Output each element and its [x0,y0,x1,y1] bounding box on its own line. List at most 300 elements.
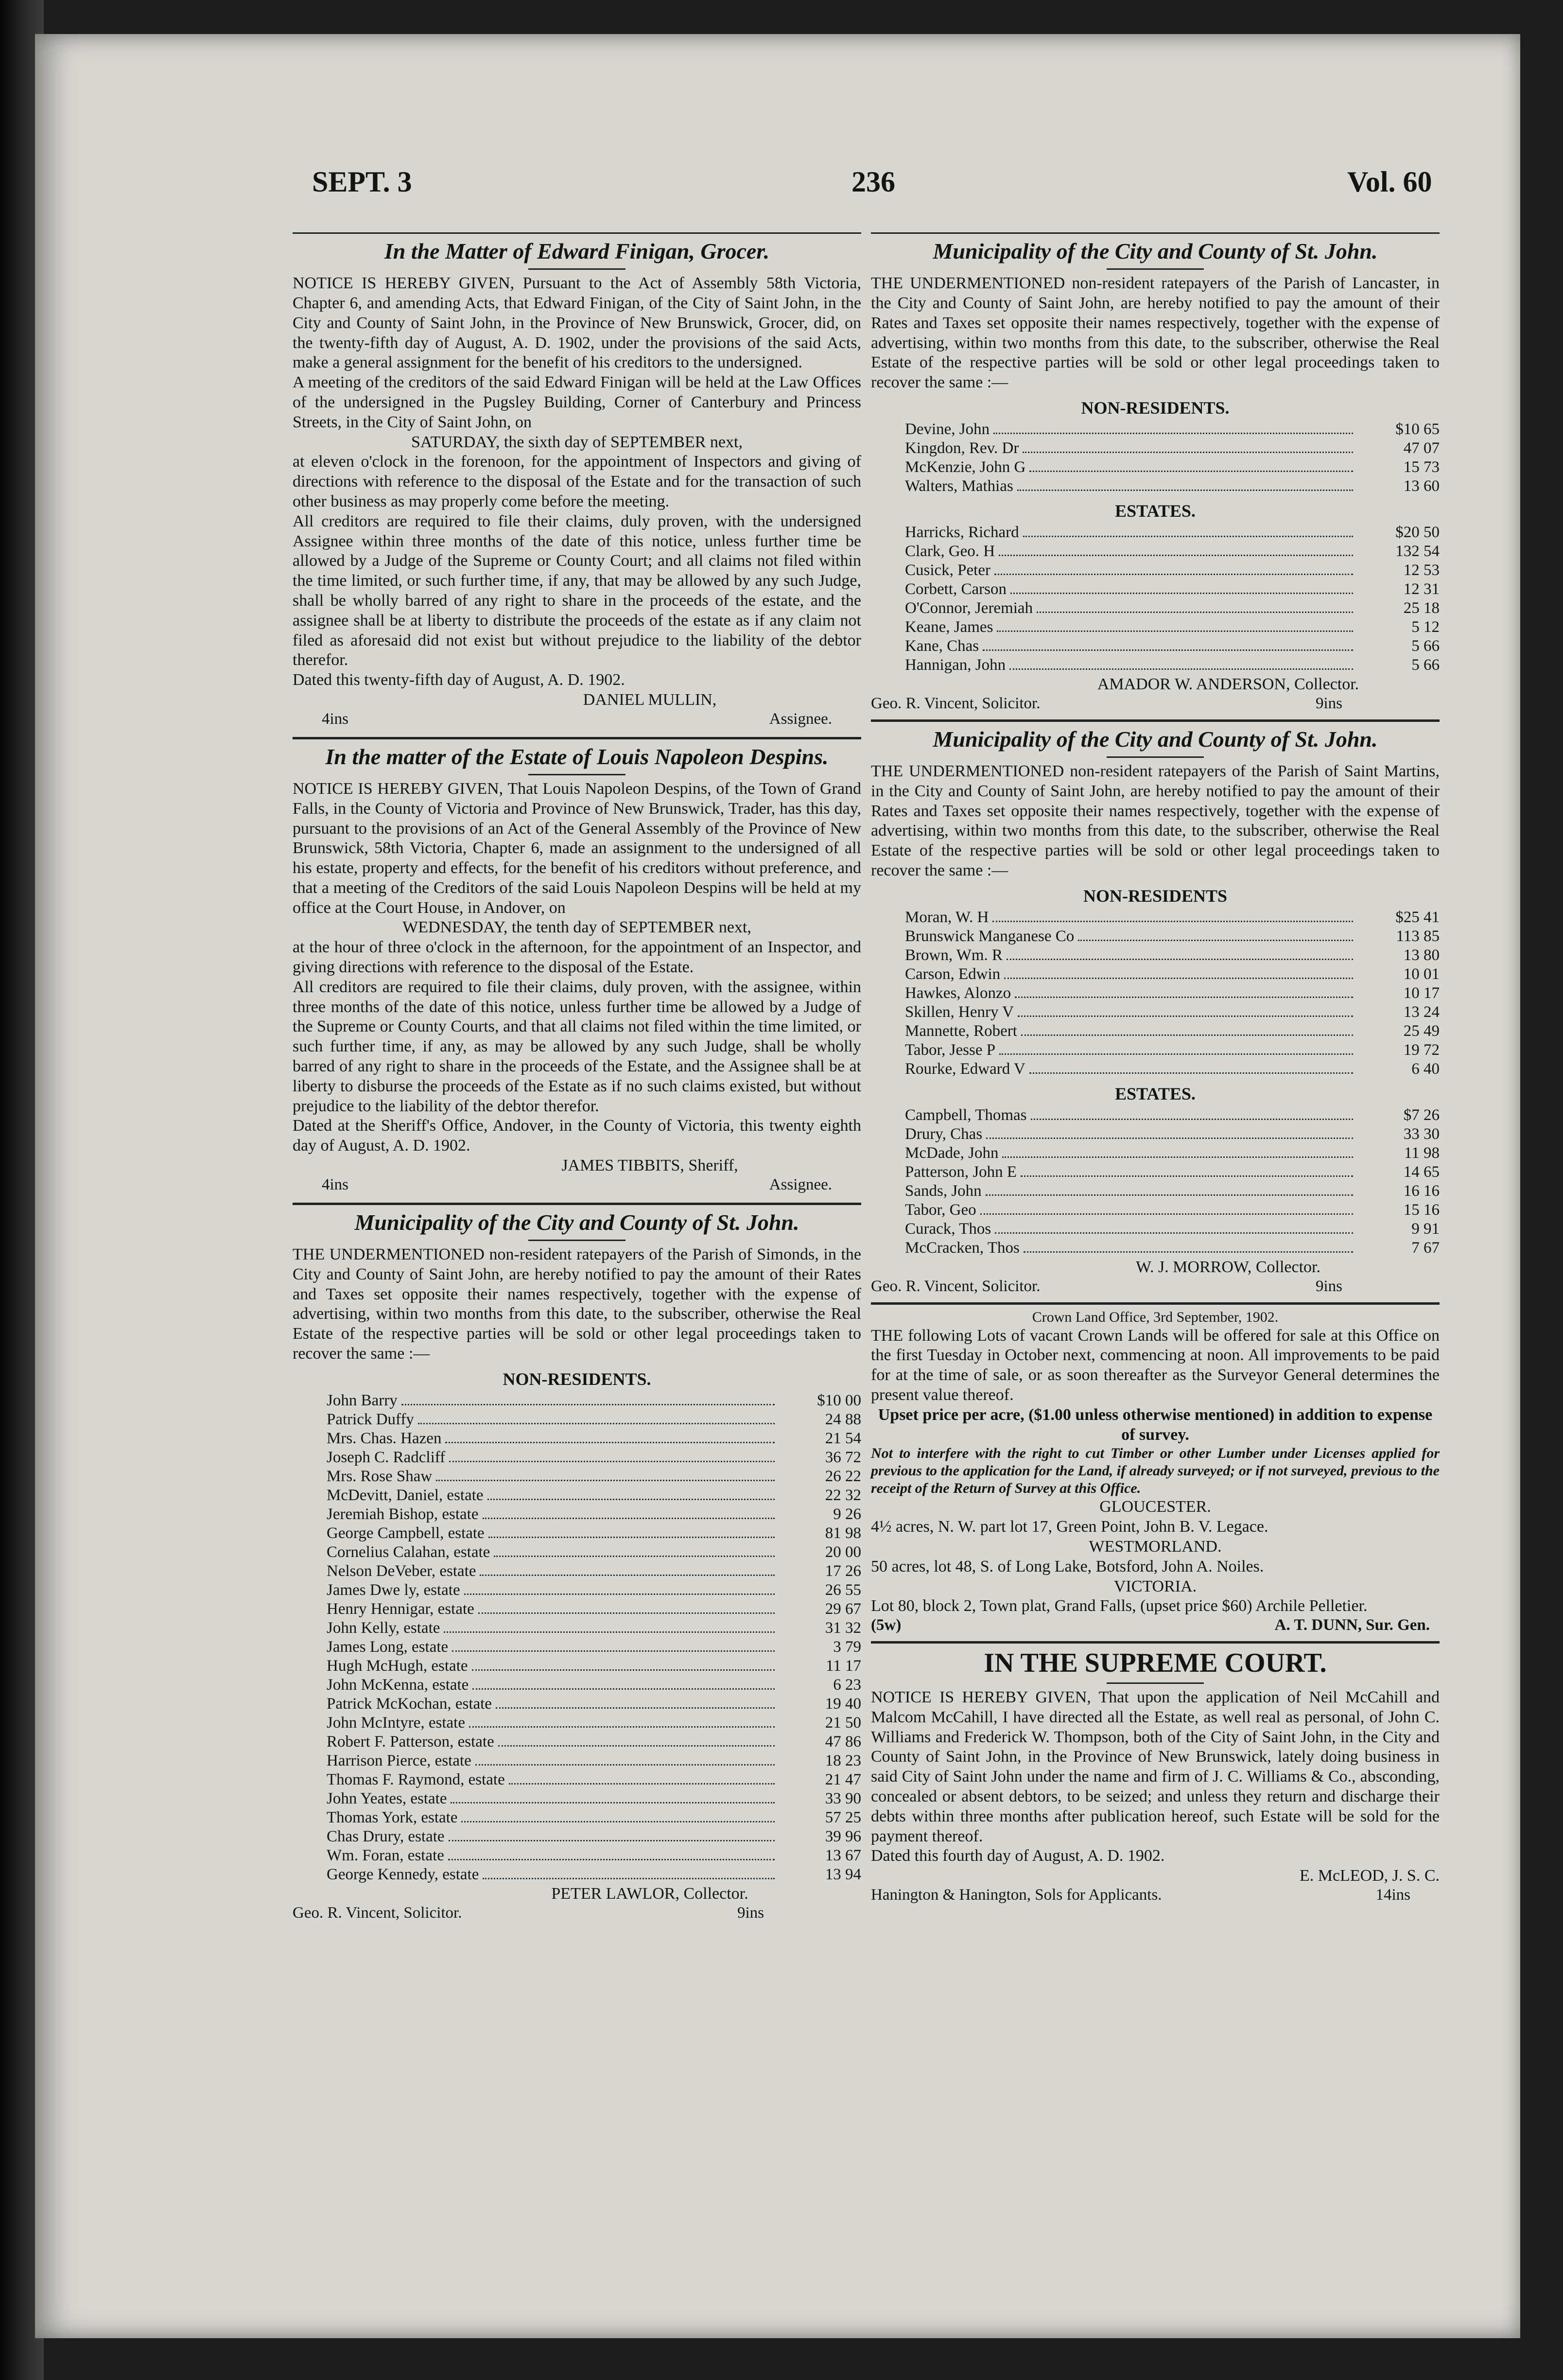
simonds-heading: NON-RESIDENTS. [503,1369,651,1389]
list-item [327,1808,861,1827]
list-item-name: Campbell, Thomas [905,1106,1027,1124]
list-item-amount: 47 07 [1403,439,1440,457]
list-item [905,637,1440,656]
list-item-name: Keane, James [905,618,993,636]
finigan-para-2: A meeting of the creditors of the said Edward Finigan will be held at the Law Offices of the undersigned in the Pugsley Building, Corner of Canterbury and Princess Streets, in the City of Saint John, on [293,373,861,431]
list-item-name: Harrison Pierce, estate [327,1751,471,1769]
finigan-dated: Dated this twenty-fifth day of August, A. D. 1902. [293,671,625,689]
list-item-amount: $10 00 [817,1391,861,1409]
list-item-amount: 6 23 [833,1676,861,1694]
list-item-name: John Yeates, estate [327,1789,447,1807]
list-item-amount: 16 16 [1403,1182,1440,1200]
stmartins-title: Municipality of the City and County of St. John. [933,726,1378,752]
list-item-amount: 21 54 [825,1429,861,1447]
finigan-meeting: SATURDAY, the sixth day of SEPTEMBER next, [411,433,743,451]
dotted-leader [986,1125,1353,1139]
simonds-intro: THE UNDERMENTIONED non-resident ratepayers of the Parish of Simonds, in the City and County of Saint John, are hereby notified to pay the amount of their Rates and Taxes set opposite their names respectively, together with the expense of advertising, within two months from this date, to the subscriber, otherwise the Real Estate of the respective parties will be sold or other legal proceedings taken to recover the same :— [293,1245,861,1363]
crownland-dateline: Crown Land Office, 3rd September, 1902. [1032,1309,1279,1325]
dotted-leader [1078,927,1353,941]
list-item-amount: 5 66 [1411,637,1440,655]
crownland-lot-2: 50 acres, lot 48, S. of Long Lake, Botsford, John A. Noiles. [871,1557,1264,1575]
crownland-lot-3: Lot 80, block 2, Town plat, Grand Falls, (upset price $60) Archile Pelletier. [871,1597,1368,1615]
list-item [905,420,1440,439]
list-item-amount: 11 17 [825,1657,861,1675]
lancaster-collector: AMADOR W. ANDERSON, Collector. [1097,675,1359,693]
dotted-leader [1023,523,1353,537]
stmartins-list-estates [871,1106,1440,1258]
list-item [327,1789,861,1808]
list-item-amount: 9 26 [833,1505,861,1523]
finigan-role: Assignee. [769,710,832,728]
despins-para-1: NOTICE IS HEREBY GIVEN, That Louis Napoleon Despins, of the Town of Grand Falls, in the County of Victoria and Province of New Brunswick, Trader, has this day, pursuant to the provisions of an Act of the General Assembly of the Province of New Brunswick, 58th Victoria, Chapter 6, made an assignment to the undersigned of all his estate, property and effects, for the benefit of his creditors without preference, and that a meeting of the Creditors of the said Louis Napoleon Despins will be held at my office at the Court House, in Andover, on [293,779,861,917]
list-item-name: Patterson, John E [905,1163,1017,1181]
divider [1107,756,1204,758]
list-item-amount: 19 40 [825,1695,861,1713]
divider [293,737,861,739]
divider [1107,268,1204,270]
list-item [327,1751,861,1770]
lancaster-heading-estates: ESTATES. [1115,501,1196,521]
dotted-leader [483,1505,775,1519]
dotted-leader [1009,656,1353,670]
list-item-name: Rourke, Edward V [905,1060,1025,1078]
list-item [327,1619,861,1638]
dotted-leader [986,1182,1353,1196]
finigan-signer: DANIEL MULLIN, [583,690,717,709]
dotted-leader [401,1391,775,1405]
list-item [327,1524,861,1543]
list-item-amount: 12 53 [1403,561,1440,579]
list-item-amount: 132 54 [1395,542,1440,560]
supreme-footer [871,1886,1440,1904]
list-item-name: Hawkes, Alonzo [905,984,1011,1002]
divider [871,232,1440,234]
list-item-amount: 12 31 [1403,580,1440,598]
dotted-leader [444,1619,775,1633]
list-item-amount: 81 98 [825,1524,861,1542]
list-item-amount: $10 65 [1395,420,1440,438]
list-item-amount: 29 67 [825,1600,861,1618]
lancaster-title: Municipality of the City and County of St. John. [933,239,1378,263]
list-item-name: John Barry [327,1391,398,1409]
list-item-name: Skillen, Henry V [905,1003,1014,1021]
simonds-title: Municipality of the City and County of St. John. [354,1209,799,1235]
despins-dated: Dated at the Sheriff's Office, Andover, in the County of Victoria, this twenty eighth day of August, A. D. 1902. [293,1117,861,1155]
supreme-sols: Hanington & Hanington, Sols for Applicants. [871,1886,1162,1904]
finigan-title: In the Matter of Edward Finigan, Grocer. [384,239,770,263]
list-item-amount: 13 94 [825,1865,861,1883]
stmartins-collector: W. J. MORROW, Collector. [1135,1258,1320,1276]
list-item-name: Robert F. Patterson, estate [327,1732,494,1750]
list-item-name: Corbett, Carson [905,580,1007,598]
lancaster-intro: THE UNDERMENTIONED non-resident ratepayers of the Parish of Lancaster, in the City and County of Saint John, are hereby notified to pay the amount of their Rates and Taxes set opposite their names respectively, together with the expense of advertising, within two months from this date, to the subscriber, otherwise the Real Estate of the respective parties will be sold or other legal proceedings taken to recover the same :— [871,274,1440,392]
crownland-county-2: WESTMORLAND. [1089,1537,1222,1556]
simonds-ins: 9ins [737,1904,764,1922]
finigan-para-1: NOTICE IS HEREBY GIVEN, Pursuant to the Act of Assembly 58th Victoria, Chapter 6, and amending Acts, that Edward Finigan, of the City of Saint John, in the City and County of Saint John, in the Province of New Brunswick, Grocer, did, on the twenty-fifth day of August, A. D. 1902, under the provisions of the said Acts, make a general assignment for the benefit of his creditors to the undersigned. [293,274,861,372]
list-item-name: Tabor, Jesse P [905,1041,996,1059]
list-item [905,1201,1440,1220]
list-item-name: Hugh McHugh, estate [327,1657,468,1675]
list-item [905,965,1440,984]
divider [293,1203,861,1205]
finigan-para-3: at eleven o'clock in the forenoon, for the appointment of Inspectors and giving of directions with reference to the disposal of the Estate and for the transaction of such other business as may properly come before the meeting. [293,453,861,510]
list-item [905,542,1440,561]
list-item [905,439,1440,458]
list-item-amount: 19 72 [1403,1041,1440,1059]
dotted-leader [1007,946,1353,960]
list-item-name: George Kennedy, estate [327,1865,479,1883]
list-item-amount: 15 73 [1403,458,1440,476]
list-item [327,1846,861,1865]
list-item [327,1486,861,1505]
dotted-leader [1029,458,1353,472]
list-item-name: Mrs. Rose Shaw [327,1467,433,1485]
dotted-leader [418,1410,775,1424]
list-item [905,580,1440,599]
list-item [905,927,1440,946]
list-item-name: Chas Drury, estate [327,1827,445,1845]
crownland-upset: Upset price per acre, ($1.00 unless otherwise mentioned) in addition to expense of survey. [878,1405,1433,1444]
dotted-leader [1023,439,1353,453]
despins-ins: 4ins [322,1175,349,1193]
supreme-signer: E. McLEOD, J. S. C. [1299,1867,1440,1885]
simonds-solicitor: Geo. R. Vincent, Solicitor. [293,1904,462,1922]
list-item-amount: 5 66 [1411,656,1440,674]
list-item-name: John McKenna, estate [327,1676,469,1694]
list-item [327,1695,861,1714]
list-item-amount: 22 32 [825,1486,861,1504]
lancaster-heading-nonresidents: NON-RESIDENTS. [1081,398,1230,418]
list-item-amount: 13 80 [1403,946,1440,964]
list-item [327,1429,861,1448]
list-item [905,946,1440,965]
list-item-amount: 14 65 [1403,1163,1440,1181]
crownland-para: THE following Lots of vacant Crown Lands will be offered for sale at this Office on the first Tuesday in October next, commencing at noon. All improvements to be paid for at the time of sale, or as soon thereafter as the Surveyor General determines the present value thereof. [871,1326,1440,1404]
despins-title: In the matter of the Estate of Louis Napoleon Despins. [325,744,829,769]
dotted-leader [469,1714,775,1728]
list-item-name: Sands, John [905,1182,982,1200]
list-item [905,984,1440,1003]
list-item-amount: 57 25 [825,1808,861,1826]
right-column [871,228,1440,1904]
list-item-name: Devine, John [905,420,990,438]
header-date: SEPT. 3 [312,166,412,198]
lancaster-footer [871,695,1440,713]
finigan-footer [293,710,861,728]
list-item-amount: $25 41 [1395,908,1440,926]
dotted-leader [451,1789,775,1803]
divider [871,719,1440,722]
divider [871,1641,1440,1644]
list-item [905,561,1440,580]
list-item-amount: 13 24 [1403,1003,1440,1021]
dotted-leader [475,1751,775,1766]
list-item [327,1865,861,1884]
list-item-amount: 36 72 [825,1448,861,1466]
list-item-name: Nelson DeVeber, estate [327,1562,476,1580]
list-item [905,656,1440,675]
finigan-para-4: All creditors are required to file their claims, duly proven, with the undersigned Assignee within three months of the date of this notice, unless further time be allowed by a Judge of the Supreme or County Court; and all claims not filed within the time limited, or such further time, if any, that may be allowed by any such Judge, shall be wholly barred of any right to share in the proceeds of the estate, and the assignee shall be at liberty to distribute the proceeds of the estate as if any claim not filed as aforesaid did not exist but without prejudice to the liability of the debtor therefor. [293,512,861,669]
dotted-leader [1010,580,1353,594]
lancaster-solicitor: Geo. R. Vincent, Solicitor. [871,694,1041,712]
stmartins-intro: THE UNDERMENTIONED non-resident ratepayers of the Parish of Saint Martins, in the City and County of Saint John, are hereby notified to pay the amount of their Rates and Taxes set opposite their names respectively, together with the expense of advertising, within two months from this date, to the subscriber, otherwise the Real Estate of the respective parties will be sold or other legal proceedings taken to recover the same :— [871,762,1440,879]
dotted-leader [997,618,1353,632]
stmartins-heading-nonresidents: NON-RESIDENTS [1083,886,1228,906]
stmartins-heading-estates: ESTATES. [1115,1084,1196,1103]
list-item [905,1163,1440,1182]
dotted-leader [496,1695,775,1709]
dotted-leader [1024,1239,1353,1253]
crownland-footer [871,1616,1440,1634]
list-item-amount: 113 85 [1396,927,1440,945]
list-item [327,1448,861,1467]
list-item-name: McKenzie, John G [905,458,1026,476]
list-item [327,1562,861,1581]
dotted-leader [487,1486,775,1500]
dotted-leader [1015,984,1353,998]
dotted-leader [1017,477,1353,491]
lancaster-list-estates [871,523,1440,675]
dotted-leader [448,1846,775,1860]
list-item-name: James Long, estate [327,1638,449,1656]
list-item-name: O'Connor, Jeremiah [905,599,1033,617]
list-item-name: McDevitt, Daniel, estate [327,1486,484,1504]
dotted-leader [449,1827,775,1841]
despins-footer [293,1176,861,1194]
dotted-leader [483,1865,775,1879]
stmartins-solicitor: Geo. R. Vincent, Solicitor. [871,1277,1041,1295]
list-item-name: Wm. Foran, estate [327,1846,444,1864]
list-item-amount: 9 91 [1411,1220,1440,1238]
list-item-name: Hannigan, John [905,656,1006,674]
dotted-leader [1002,1144,1353,1158]
list-item [327,1543,861,1562]
list-item-amount: 26 55 [825,1581,861,1599]
list-item-amount: 5 12 [1411,618,1440,636]
list-item [905,1022,1440,1041]
list-item [905,1125,1440,1144]
despins-signer: JAMES TIBBITS, Sheriff, [561,1156,738,1175]
list-item-amount: 31 32 [825,1619,861,1637]
list-item-name: James Dwe ly, estate [327,1581,460,1599]
despins-role: Assignee. [769,1175,832,1193]
list-item-name: Carson, Edwin [905,965,1001,983]
crownland-note: Not to interfere with the right to cut Timber or other Lumber under Licenses applied for previous to the application for the Land, if already surveyed; or if not surveyed, previous to the receipt of the Return of Survey at this Office. [871,1445,1440,1497]
list-item [905,1060,1440,1079]
list-item-name: George Campbell, estate [327,1524,485,1542]
dotted-leader [488,1524,775,1538]
list-item [327,1391,861,1410]
list-item-amount: 10 01 [1403,965,1440,983]
list-item [905,477,1440,496]
list-item-name: Curack, Thos [905,1220,991,1238]
list-item [327,1505,861,1524]
list-item [905,908,1440,927]
list-item-name: McCracken, Thos [905,1239,1020,1257]
list-item [327,1410,861,1429]
crownland-lot-1: 4½ acres, N. W. part lot 17, Green Point, John B. V. Legace. [871,1518,1268,1536]
list-item-name: Walters, Mathias [905,477,1013,495]
list-item-amount: $20 50 [1395,523,1440,541]
list-item [905,523,1440,542]
list-item-amount: 3 79 [833,1638,861,1656]
list-item [905,1239,1440,1258]
list-item-name: Brown, Wm. R [905,946,1003,964]
list-item-amount: 25 49 [1403,1022,1440,1040]
list-item-amount: 11 98 [1404,1144,1440,1162]
list-item-name: Henry Hennigar, estate [327,1600,474,1618]
divider [528,268,625,270]
dotted-leader [494,1543,775,1557]
list-item-amount: 33 90 [825,1789,861,1807]
header-volume: Vol. 60 [1347,166,1432,198]
list-item-amount: 33 30 [1403,1125,1440,1143]
supreme-para: NOTICE IS HEREBY GIVEN, That upon the application of Neil McCahill and Malcom McCahill, I have directed all the Estate, as well real as personal, of John C. Williams and Frederick W. Thompson, both of the City of Saint John, in the City and County of Saint John, in the Province of New Brunswick, lately doing business in said City of Saint John under the name and firm of J. C. Williams & Co., absconding, concealed or absent debtors, to be seized; and unless they return and discharge their debts within three months after publication hereof, such Estate will be sold for the payment thereof. [871,1688,1440,1845]
list-item [905,1041,1440,1060]
list-item [905,1106,1440,1125]
list-item-name: Thomas F. Raymond, estate [327,1770,505,1788]
list-item-name: Kingdon, Rev. Dr [905,439,1019,457]
list-item-name: John Kelly, estate [327,1619,440,1637]
despins-para-2: at the hour of three o'clock in the afternoon, for the appointment of an Inspector, and giving directions with reference to the disposal of the Estate. [293,938,861,977]
crownland-county-1: GLOUCESTER. [1099,1498,1211,1516]
dotted-leader [472,1657,775,1671]
left-column [293,228,861,1922]
list-item-name: Patrick McKochan, estate [327,1695,492,1713]
dotted-leader [992,908,1353,922]
list-item-name: Mannette, Robert [905,1022,1017,1040]
dotted-leader [1021,1163,1353,1177]
list-item [905,1182,1440,1201]
list-item [327,1467,861,1486]
list-item [905,618,1440,637]
list-item-name: Kane, Chas [905,637,979,655]
simonds-collector: PETER LAWLOR, Collector. [551,1884,748,1903]
list-item-amount: 39 96 [825,1827,861,1845]
simonds-list [293,1391,861,1884]
list-item-name: Clark, Geo. H [905,542,995,560]
dotted-leader [1021,1022,1353,1036]
list-item [905,1144,1440,1163]
list-item [327,1638,861,1657]
crownland-signer: A. T. DUNN, Sur. Gen. [1274,1616,1430,1634]
dotted-leader [478,1600,775,1614]
supreme-ins: 14ins [1375,1886,1410,1904]
list-item [905,599,1440,618]
divider [871,1302,1440,1305]
list-item-name: Cusick, Peter [905,561,990,579]
dotted-leader [995,1220,1353,1234]
list-item-amount: 10 17 [1403,984,1440,1002]
dotted-leader [1004,965,1353,979]
lancaster-list-nonresidents [871,420,1440,496]
list-item-amount: 17 26 [825,1562,861,1580]
dotted-leader [472,1676,775,1690]
list-item-name: McDade, John [905,1144,999,1162]
list-item-name: John McIntyre, estate [327,1714,465,1732]
list-item-amount: 18 23 [825,1751,861,1769]
list-item-name: Cornelius Calahan, estate [327,1543,490,1561]
dotted-leader [464,1581,775,1595]
supreme-dated: Dated this fourth day of August, A. D. 1902. [871,1847,1165,1865]
despins-para-3: All creditors are required to file their claims, duly proven, with the assignee, within three months of the date of this notice, unless further time be allowed by a Judge of the Supreme or County Courts, and that all claims not filed within the time limited, or such further time, if any, as may be allowed by any such Judge, shall be wholly barred of any right to share in the proceeds of the Estate, and the Assignee shall be at liberty to disburse the proceeds of the Estate as if no such claims existed, but without prejudice to the liability of the debtor therefor. [293,978,861,1115]
divider [293,232,861,234]
header-page-number: 236 [851,166,895,198]
list-item-amount: 24 88 [825,1410,861,1428]
list-item-name: Tabor, Geo [905,1201,976,1219]
dotted-leader [1031,1106,1353,1120]
dotted-leader [994,561,1353,575]
list-item [327,1676,861,1695]
simonds-footer [293,1904,861,1922]
list-item [905,1003,1440,1022]
list-item [327,1600,861,1619]
supreme-title: IN THE SUPREME COURT. [984,1648,1327,1679]
list-item-amount: 21 47 [825,1770,861,1788]
lancaster-ins: 9ins [1315,694,1342,712]
dotted-leader [1018,1003,1353,1017]
list-item [327,1581,861,1600]
dotted-leader [999,542,1353,556]
list-item-name: Harricks, Richard [905,523,1019,541]
list-item [327,1827,861,1846]
list-item [327,1770,861,1789]
list-item-amount: 25 18 [1403,599,1440,617]
list-item-amount: $7 26 [1403,1106,1440,1124]
dotted-leader [1029,1060,1353,1074]
list-item-name: Brunswick Manganese Co [905,927,1075,945]
dotted-leader [1037,599,1353,613]
list-item-amount: 20 00 [825,1543,861,1561]
list-item-name: Drury, Chas [905,1125,983,1143]
list-item-name: Patrick Duffy [327,1410,414,1428]
list-item-name: Thomas York, estate [327,1808,458,1826]
list-item-amount: 26 22 [825,1467,861,1485]
newspaper-page [35,34,1520,2338]
stmartins-ins: 9ins [1315,1277,1342,1295]
dotted-leader [480,1562,775,1576]
list-item-name: Jeremiah Bishop, estate [327,1505,479,1523]
stmartins-footer [871,1278,1440,1295]
list-item-amount: 47 86 [825,1732,861,1750]
list-item-amount: 13 60 [1403,477,1440,495]
crownland-ins: (5w) [871,1616,902,1634]
list-item-amount: 13 67 [825,1846,861,1864]
dotted-leader [436,1467,775,1481]
list-item-name: Mrs. Chas. Hazen [327,1429,442,1447]
dotted-leader [980,1201,1353,1215]
list-item-amount: 15 16 [1403,1201,1440,1219]
list-item [327,1732,861,1751]
dotted-leader [452,1638,775,1652]
finigan-ins: 4ins [322,710,349,728]
list-item [905,1220,1440,1239]
dotted-leader [999,1041,1353,1055]
list-item [327,1657,861,1676]
dotted-leader [983,637,1353,651]
stmartins-list-nonresidents [871,908,1440,1079]
dotted-leader [449,1448,775,1462]
list-item [327,1714,861,1732]
list-item-name: Moran, W. H [905,908,989,926]
list-item-amount: 21 50 [825,1714,861,1732]
divider [1107,1682,1204,1684]
list-item-name: Joseph C. Radcliff [327,1448,446,1466]
dotted-leader [445,1429,775,1443]
list-item [905,458,1440,477]
divider [528,1240,625,1241]
dotted-leader [498,1732,775,1747]
